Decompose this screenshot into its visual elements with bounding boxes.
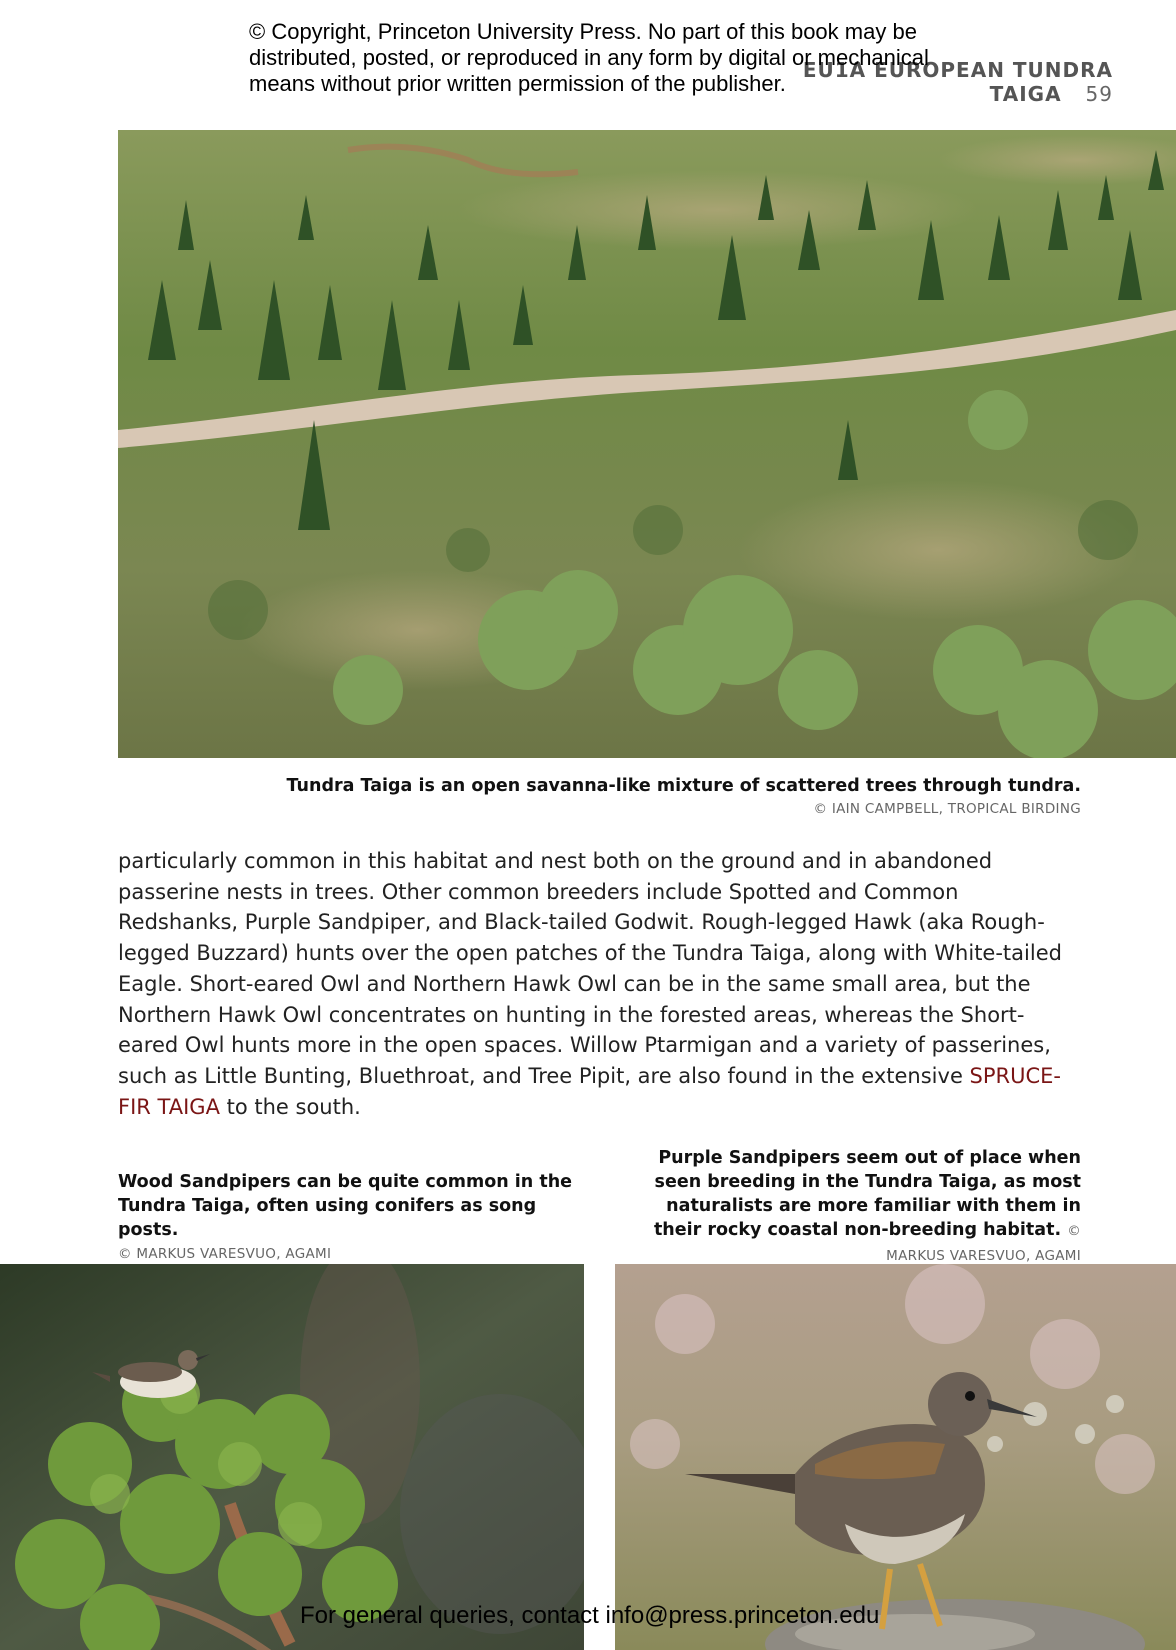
wood-sandpiper-caption — [118, 1170, 578, 1266]
wood-sandpiper-photo — [0, 1264, 584, 1650]
purple-sandpiper-caption-text: Purple Sandpipers seem out of place when seen breeding in the Tundra Taiga, as most naturalists are more familiar with them in their rocky coastal non-breeding habitat. — [653, 1148, 1081, 1240]
purple-sandpiper-caption — [640, 1146, 1081, 1268]
wood-sandpiper-photo-credit: © MARKUS VARESVUO, AGAMI — [118, 1246, 332, 1262]
copyright-line: distributed, posted, or reproduced in any form by digital or mechanical — [249, 45, 929, 70]
section-title: EU1A EUROPEAN TUNDRA TAIGA — [802, 58, 1113, 106]
paragraph-text-end: to the south. — [219, 1094, 361, 1119]
copyright-line: © Copyright, Princeton University Press. No part of this book may be — [249, 19, 917, 44]
purple-sandpiper-photo-credit: © MARKUS VARESVUO, AGAMI — [886, 1223, 1081, 1264]
cross-reference-link[interactable]: SPRUCE-FIR TAIGA — [118, 1063, 1062, 1119]
hero-caption — [118, 774, 1081, 819]
hero-photo-credit: © IAIN CAMPBELL, TROPICAL BIRDING — [813, 801, 1081, 817]
body-paragraph — [118, 846, 1078, 1122]
purple-sandpiper-photo — [615, 1264, 1176, 1650]
page-number: 59 — [1085, 82, 1113, 106]
copyright-line: means without prior written permission of the publisher. — [249, 71, 786, 96]
footer-contact: For general queries, contact info@press.princeton.edu — [300, 1602, 880, 1629]
wood-sandpiper-caption-text: Wood Sandpipers can be quite common in the Tundra Taiga, often using conifers as song posts. — [118, 1172, 573, 1240]
tundra-taiga-landscape-photo — [118, 130, 1176, 758]
hero-caption-text: Tundra Taiga is an open savanna-like mixture of scattered trees through tundra. — [286, 776, 1081, 796]
copyright-notice — [249, 19, 949, 97]
paragraph-text: particularly common in this habitat and nest both on the ground and in abandoned passerine nests in trees. Other common breeders include Spotted and Common Redshanks, Purple Sandpiper, and Black-tailed Godwit. Rough-legged Hawk (aka Rough-legged Buzzard) hunts over the open patches of the Tundra Taiga, along with White-tailed Eagle. Short-eared Owl and Northern Hawk Owl can be in the same small area, but the Northern Hawk Owl concentrates on hunting in the forested areas, whereas the Short-eared Owl hunts more in the open spaces. Willow Ptarmigan and a variety of passerines, such as Little Bunting, Bluethroat, and Tree Pipit, are also found in the extensive — [118, 849, 1062, 1088]
